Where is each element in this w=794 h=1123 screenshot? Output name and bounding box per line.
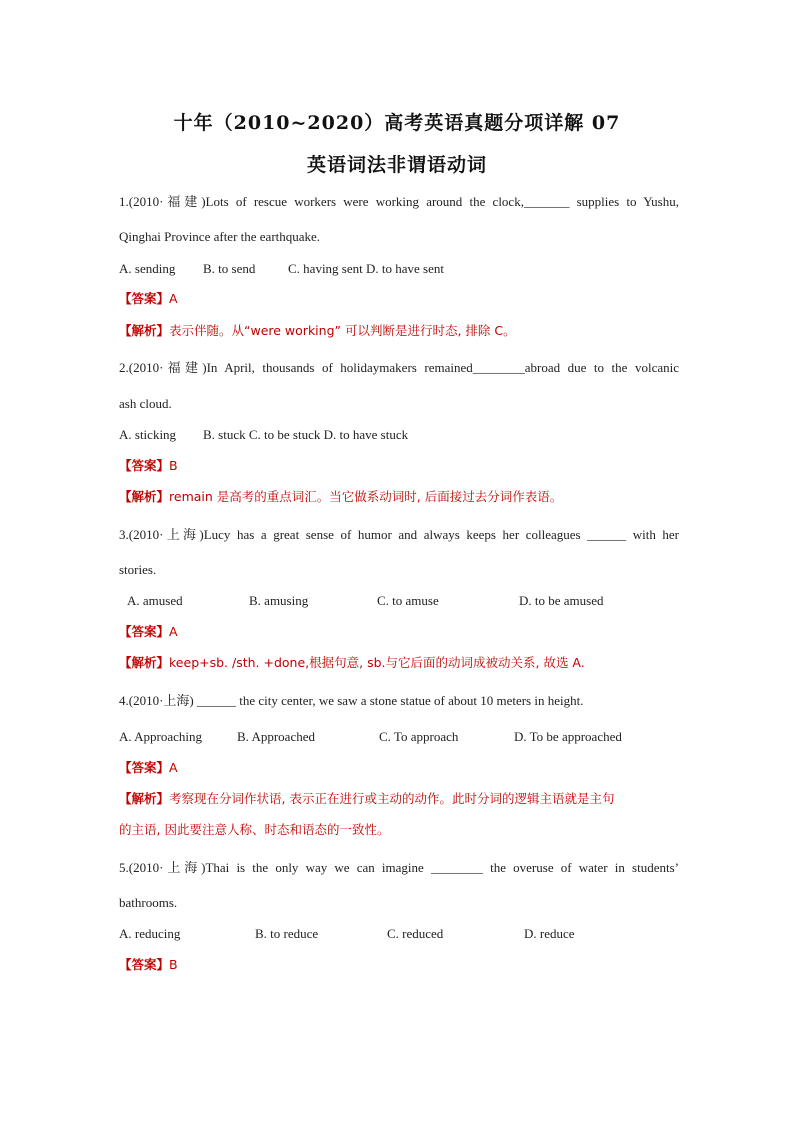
question-2-stem-line2: ash cloud. (119, 396, 172, 411)
answer-label: 【答案】 (119, 458, 170, 473)
option-a: A. amused (127, 593, 183, 608)
option-d: D. to be amused (519, 593, 604, 608)
option-a: A. Approaching (119, 729, 203, 744)
option-a: A. reducing (119, 926, 181, 941)
option-c: C. reduced (387, 926, 444, 941)
question-3-analysis (119, 654, 679, 672)
answer-value: A (169, 291, 178, 306)
option-d: D. To be approached (514, 729, 622, 744)
analysis-label: 【解析】 (119, 791, 170, 806)
option-b-c-d: B. stuck C. to be stuck D. to have stuck (203, 427, 409, 442)
question-2-stem-line1: 2.(2010·福建)In April, thousands of holidaymakers remained________abroad due to the volcanic (119, 360, 679, 375)
answer-label: 【答案】 (119, 957, 170, 972)
analysis-label: 【解析】 (119, 323, 170, 338)
answer-value: A (169, 760, 178, 775)
question-4-analysis-line1 (119, 790, 679, 808)
analysis-label: 【解析】 (119, 655, 170, 670)
analysis-text: 考察现在分词作状语, 表示正在进行或主动的动作。此时分词的逻辑主语就是主句 (169, 791, 615, 806)
question-5-answer (119, 956, 679, 974)
page-subtitle: 英语词法非谓语动词 (306, 154, 487, 176)
answer-value: A (169, 624, 178, 639)
option-b: B. to reduce (255, 926, 319, 941)
question-3-stem-line1: 3.(2010·上海)Lucy has a great sense of humor and always keeps her colleagues ______ with her (119, 527, 679, 542)
answer-label: 【答案】 (119, 760, 170, 775)
analysis-text: keep+sb. /sth. +done,根据句意, sb.与它后面的动词成被动关系, 故选 A. (169, 655, 585, 670)
answer-value: B (169, 957, 178, 972)
question-3-stem-line2: stories. (119, 562, 157, 577)
question-5-stem-line2: bathrooms. (119, 895, 178, 910)
option-a: A. sending (119, 261, 176, 276)
question-3-answer (119, 623, 679, 641)
question-1-stem-line1: 1.(2010·福建)Lots of rescue workers were working around the clock,_______ supplies to Yushu, (119, 194, 679, 209)
analysis-text: remain 是高考的重点词汇。当它做系动词时, 后面接过去分词作表语。 (169, 489, 563, 504)
question-4-stem: 4.(2010·上海) ______ the city center, we saw a stone statue of about 10 meters in height. (119, 693, 584, 708)
analysis-text: 表示伴随。从“were working” 可以判断是进行时态, 排除 C。 (169, 323, 516, 338)
question-1-answer (119, 290, 679, 308)
question-5-stem-line1: 5.(2010·上海)Thai is the only way we can imagine ________ the overuse of water in students’ (119, 860, 679, 875)
question-4-answer (119, 759, 679, 777)
option-b: B. amusing (249, 593, 309, 608)
option-c-d: C. having sent D. to have sent (288, 261, 444, 276)
question-2-answer (119, 457, 679, 475)
question-1-analysis (119, 322, 679, 340)
option-c: C. to amuse (377, 593, 439, 608)
option-a: A. sticking (119, 427, 177, 442)
analysis-label: 【解析】 (119, 489, 170, 504)
answer-label: 【答案】 (119, 291, 170, 306)
question-4-analysis-line2: 的主语, 因此要注意人称、时态和语态的一致性。 (119, 822, 390, 837)
question-1-stem-line2: Qinghai Province after the earthquake. (119, 229, 321, 244)
page-title: 十年（2010~2020）高考英语真题分项详解 07 (173, 112, 621, 134)
question-2-analysis (119, 488, 679, 506)
answer-label: 【答案】 (119, 624, 170, 639)
option-d: D. reduce (524, 926, 575, 941)
option-b: B. to send (203, 261, 256, 276)
answer-value: B (169, 458, 178, 473)
option-b: B. Approached (237, 729, 315, 744)
option-c: C. To approach (379, 729, 459, 744)
